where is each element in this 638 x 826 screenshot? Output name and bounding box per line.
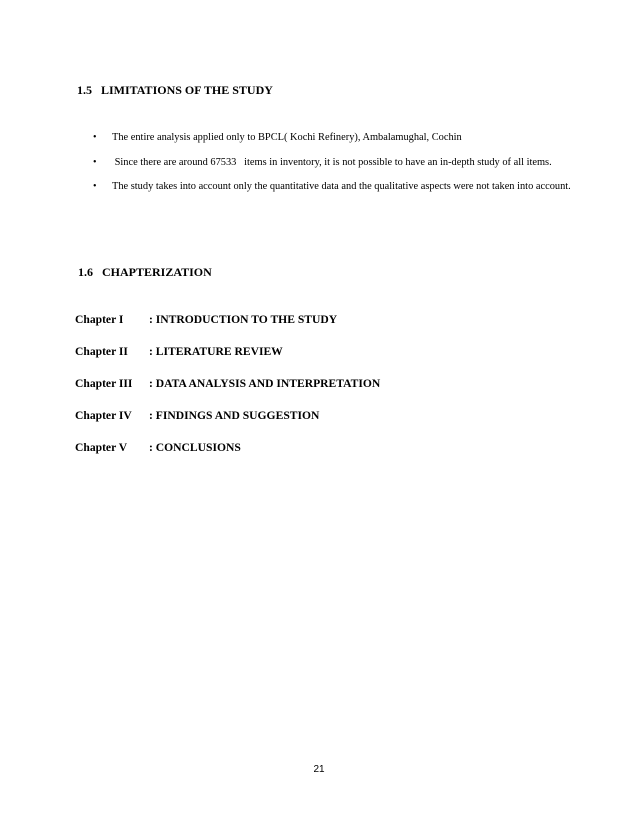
chapter-row (75, 377, 380, 409)
chapter-row (75, 441, 380, 473)
list-item (93, 153, 573, 173)
chapter-title: : CONCLUSIONS (149, 441, 241, 454)
list-item (93, 177, 573, 197)
list-item-text: The study takes into account only the quantitative data and the qualitative aspects were not taken into account. (112, 181, 571, 192)
section-number: 1.5 (77, 83, 92, 97)
section-title: LIMITATIONS OF THE STUDY (101, 83, 273, 97)
chapter-label: Chapter V (75, 441, 128, 454)
chapter-label: Chapter II (75, 345, 128, 358)
bullet-icon: • (93, 181, 97, 192)
list-item (93, 128, 573, 148)
chapter-row (75, 409, 380, 441)
section-number: 1.6 (78, 265, 93, 279)
chapter-row (75, 313, 380, 345)
chapter-title: : FINDINGS AND SUGGESTION (149, 409, 320, 422)
list-item-text: The entire analysis applied only to BPCL( Kochi Refinery), Ambalamughal, Cochin (112, 132, 462, 143)
chapter-row (75, 345, 380, 377)
chapter-label: Chapter IV (75, 409, 132, 422)
list-item-text: Since there are around 67533 items in inventory, it is not possible to have an in-depth study of all items. (112, 156, 552, 168)
chapter-label: Chapter III (75, 377, 133, 390)
page-number: 21 (313, 764, 325, 775)
section-heading-chapterization (78, 265, 212, 280)
chapter-label: Chapter I (75, 313, 124, 326)
section-title: CHAPTERIZATION (102, 265, 212, 279)
bullet-icon: • (93, 132, 97, 143)
chapter-title: : DATA ANALYSIS AND INTERPRETATION (149, 377, 381, 390)
bullet-icon: • (93, 156, 97, 168)
limitations-list (93, 128, 573, 202)
chapter-title: : LITERATURE REVIEW (149, 345, 283, 358)
section-heading-limitations (77, 83, 273, 98)
chapter-list (75, 313, 380, 473)
chapter-title: : INTRODUCTION TO THE STUDY (149, 313, 338, 326)
